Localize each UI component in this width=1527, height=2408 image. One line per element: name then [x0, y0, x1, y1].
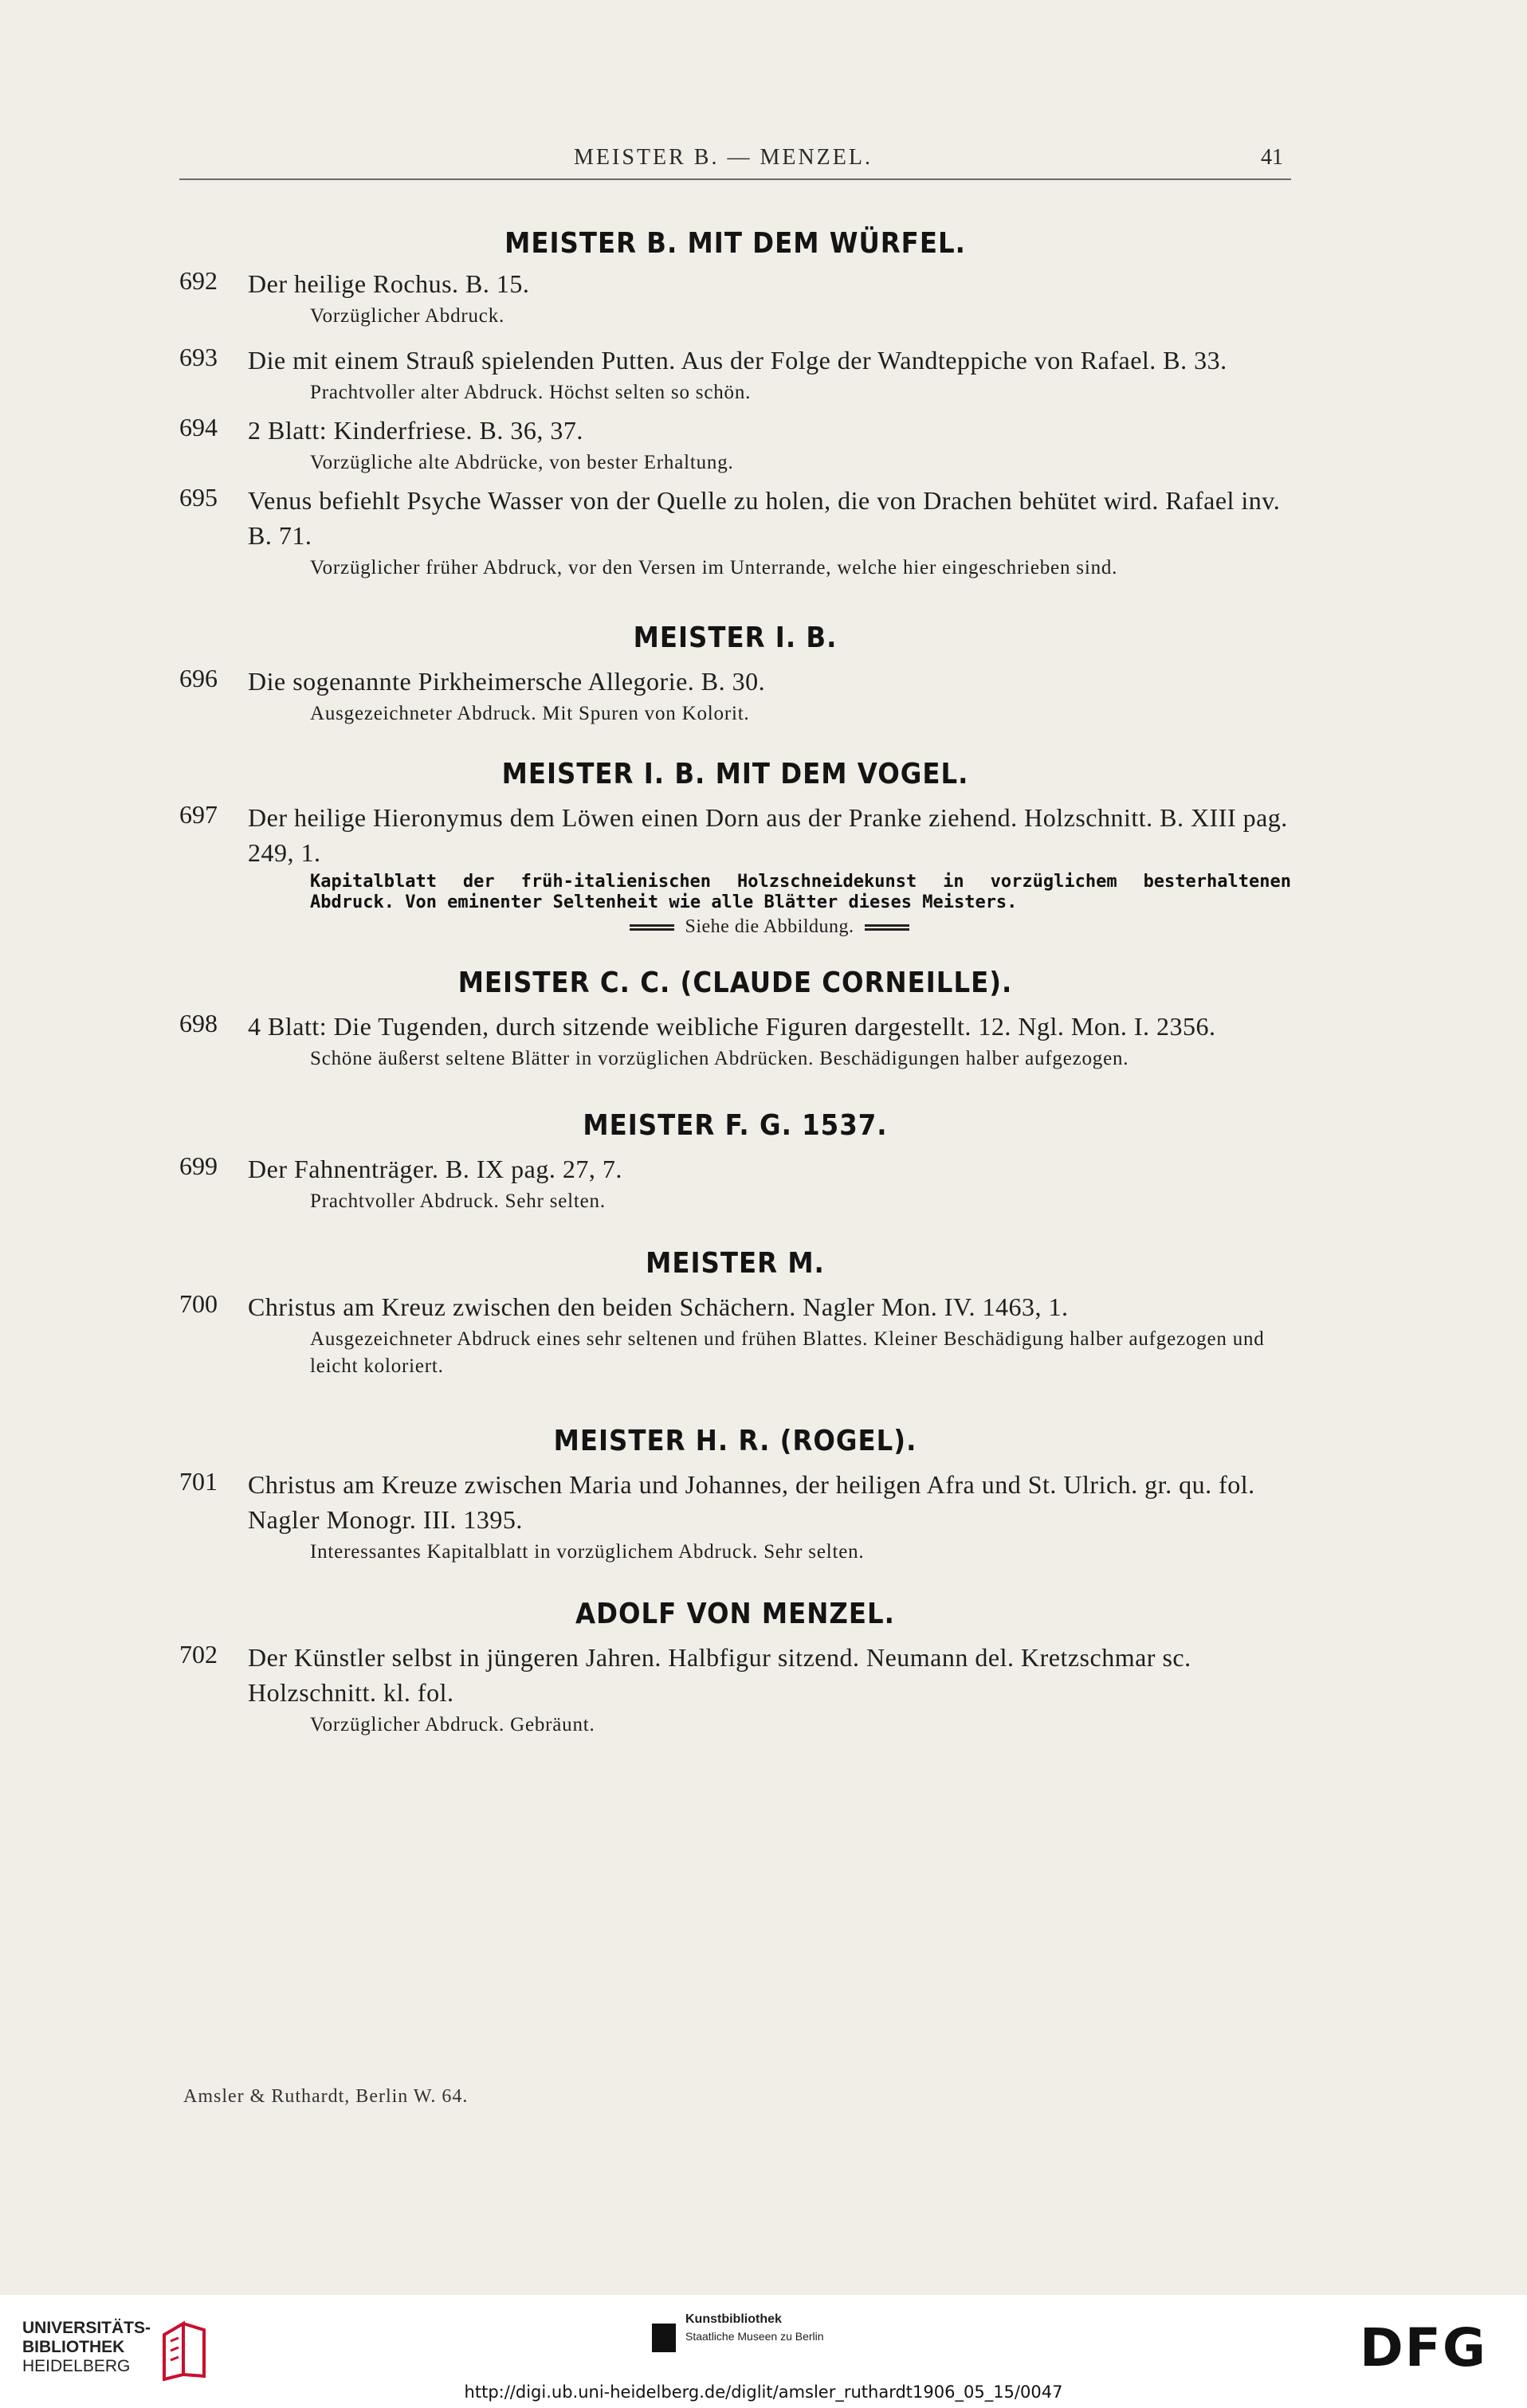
- library-book-icon: [159, 2319, 210, 2381]
- logo-line: BIBLIOTHEK: [22, 2338, 125, 2356]
- catalog-entry: [179, 266, 1291, 330]
- entry-note: Vorzüglicher Abdruck.: [310, 305, 505, 327]
- entry-number: 697: [179, 800, 218, 829]
- catalog-entry: [179, 343, 1291, 406]
- entry-text: Christus am Kreuze zwischen Maria und Johannes, der heiligen Afra und St. Ulrich. gr. qu. fol. Nagler Monogr. III. 1395.: [248, 1470, 1255, 1534]
- section-title: MEISTER C. C. (CLAUDE CORNEILLE).: [457, 967, 1013, 999]
- catalog-entry: [179, 1009, 1291, 1073]
- running-title: MEISTER B. — MENZEL.: [574, 145, 873, 170]
- entry-note: Ausgezeichneter Abdruck. Mit Spuren von Kolorit.: [310, 703, 750, 724]
- figure-reference-text: Siehe die Abbildung.: [685, 916, 854, 937]
- entry-text: 4 Blatt: Die Tugenden, durch sitzende weibliche Figuren dargestellt. 12. Ngl. Mon. I. 2356.: [248, 1012, 1216, 1041]
- logo-line: HEIDELBERG: [22, 2357, 131, 2375]
- double-rule: [630, 924, 674, 931]
- kunstbibliothek-icon: [652, 2324, 676, 2352]
- header-rule: [179, 178, 1291, 180]
- entry-number: 700: [179, 1289, 218, 1318]
- catalog-entry: [179, 1640, 1291, 1739]
- dfg-logo[interactable]: DFG: [1360, 2317, 1488, 2379]
- entry-number: 693: [179, 343, 218, 371]
- source-url[interactable]: http://digi.ub.uni-heidelberg.de/diglit/amsler_ruthardt1906_05_15/0047: [464, 2383, 1063, 2402]
- page-number: 41: [1261, 145, 1283, 170]
- section-title: MEISTER M.: [646, 1247, 825, 1280]
- entry-text: Die sogenannte Pirkheimersche Allegorie. B. 30.: [248, 667, 766, 696]
- section-title: MEISTER F. G. 1537.: [583, 1109, 888, 1142]
- entry-number: 692: [179, 266, 218, 295]
- entry-text: Der Fahnenträger. B. IX pag. 27, 7.: [248, 1155, 622, 1183]
- entry-note: Schöne äußerst seltene Blätter in vorzüglichen Abdrücken. Beschädigungen halber aufgezogen.: [310, 1048, 1129, 1069]
- catalog-entry: [179, 483, 1291, 582]
- double-rule: [865, 924, 909, 931]
- entry-note: Vorzügliche alte Abdrücke, von bester Erhaltung.: [310, 452, 734, 473]
- kunst-subtitle: Staatliche Museen zu Berlin: [685, 2330, 824, 2343]
- entry-note: Vorzüglicher früher Abdruck, vor den Versen im Unterrande, welche hier eingeschrieben sind.: [310, 557, 1118, 578]
- entry-number: 694: [179, 413, 218, 441]
- entry-text: 2 Blatt: Kinderfriese. B. 36, 37.: [248, 416, 583, 445]
- entry-note: Prachtvoller alter Abdruck. Höchst selten so schön.: [310, 382, 752, 403]
- section-title: MEISTER I. B.: [633, 622, 838, 654]
- kunstbibliothek-logo[interactable]: [652, 2309, 907, 2365]
- entry-number: 702: [179, 1640, 218, 1669]
- catalog-entry: [179, 1467, 1291, 1566]
- entry-number: 699: [179, 1151, 218, 1180]
- catalog-entry: [179, 664, 1291, 727]
- entry-text: Venus befiehlt Psyche Wasser von der Quelle zu holen, die von Drachen behütet wird. Rafael inv. B. 71.: [248, 486, 1281, 550]
- catalog-entry: [179, 1289, 1291, 1380]
- entry-note: Ausgezeichneter Abdruck eines sehr seltenen und frühen Blattes. Kleiner Beschädigung halber aufgezogen und leicht koloriert.: [310, 1328, 1265, 1377]
- running-header: [179, 137, 1291, 185]
- entry-number: 701: [179, 1467, 218, 1496]
- catalog-entry: [179, 1151, 1291, 1215]
- entry-text: Der heilige Rochus. B. 15.: [248, 269, 530, 298]
- printer-imprint: Amsler & Ruthardt, Berlin W. 64.: [183, 2086, 469, 2107]
- entry-text: Der heilige Hieronymus dem Löwen einen Dorn aus der Pranke ziehend. Holzschnitt. B. XIII pag. 249, 1.: [248, 803, 1288, 867]
- university-library-logo[interactable]: [22, 2319, 214, 2381]
- entry-note: Vorzüglicher Abdruck. Gebräunt.: [310, 1714, 595, 1735]
- entry-number: 698: [179, 1009, 218, 1037]
- catalog-entry: [179, 413, 1291, 477]
- figure-reference: [248, 916, 1291, 938]
- entry-note: Kapitalblatt der früh-italienischen Holzschneidekunst in vorzüglichem besterhaltenen Abdruck. Von eminenter Seltenheit wie alle Blätter dieses Meisters.: [310, 872, 1291, 912]
- entry-number: 695: [179, 483, 218, 512]
- entry-text: Christus am Kreuz zwischen den beiden Schächern. Nagler Mon. IV. 1463, 1.: [248, 1292, 1069, 1321]
- entry-note: Interessantes Kapitalblatt in vorzüglichem Abdruck. Sehr selten.: [310, 1541, 865, 1563]
- catalog-entry: [179, 800, 1291, 938]
- section-title: MEISTER H. R. (ROGEL).: [553, 1425, 917, 1457]
- entry-note: Prachtvoller Abdruck. Sehr selten.: [310, 1190, 606, 1212]
- catalog-content: [179, 223, 1291, 1739]
- kunst-name: Kunstbibliothek: [685, 2312, 782, 2326]
- section-title: MEISTER B. MIT DEM WÜRFEL.: [504, 227, 966, 260]
- entry-text: Die mit einem Strauß spielenden Putten. Aus der Folge der Wandteppiche von Rafael. B. 33.: [248, 346, 1227, 375]
- logo-line: UNIVERSITÄTS-: [22, 2319, 151, 2337]
- entry-text: Der Künstler selbst in jüngeren Jahren. Halbfigur sitzend. Neumann del. Kretzschmar sc. Holzschnitt. kl. fol.: [248, 1643, 1191, 1707]
- section-title: ADOLF VON MENZEL.: [575, 1598, 895, 1630]
- entry-number: 696: [179, 664, 218, 692]
- section-title: MEISTER I. B. MIT DEM VOGEL.: [501, 758, 969, 790]
